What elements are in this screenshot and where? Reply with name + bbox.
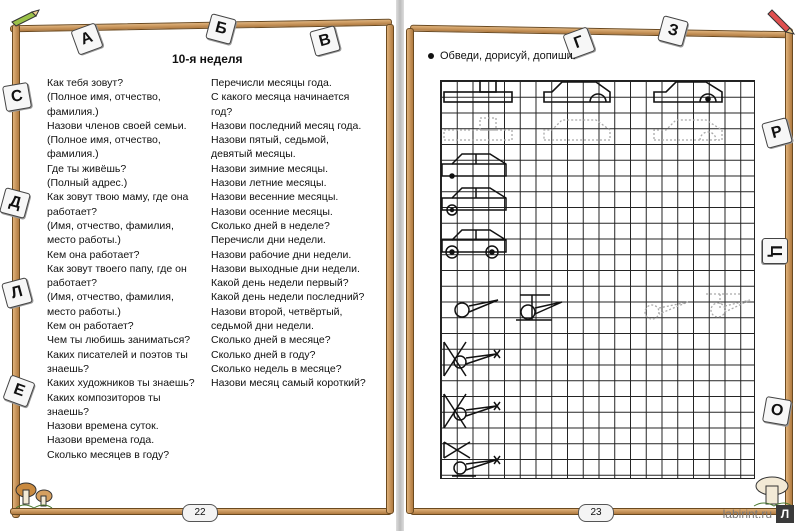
letter-block: В [309,25,341,57]
letter-block: Е [2,374,35,407]
page-number-left: 22 [182,504,218,522]
question: Каких писателей и поэтов ты знаешь? [47,348,188,375]
question: Чем ты любишь заниматься? [47,334,191,347]
question: Назови летние месяцы. [211,177,327,190]
helicopter-step-1 [455,300,498,317]
helicopter-trace [645,294,750,319]
question: Назови рабочие дни недели. [211,248,352,261]
question: Назови пятый, седьмой, девятый месяцы. [211,134,329,161]
question: Кем он работает? [47,320,134,333]
question: Назови выходные дни недели. [211,262,360,275]
question: Кем она работает? [47,248,140,261]
question: Назови членов своей семьи. (Полное имя, отчество, фамилия.) [47,119,187,161]
question: Какой день недели последний? [211,291,365,304]
question: Назови последний месяц года. [211,119,362,132]
helicopter-step-2 [516,295,562,320]
task-instruction: Обведи, дорисуй, допиши. [428,50,576,62]
question: Сколько дней в месяце? [211,334,331,347]
question: С какого месяца начинается год? [211,91,350,118]
question: Как зовут твоего папу, где он работает? [47,262,187,290]
question: Какой день недели первый? [211,277,349,290]
car-full-3 [442,230,506,258]
question: Как зовут твою маму, где она работает? [47,191,189,218]
car-trace-row [444,118,722,140]
letter-block: Д [0,187,31,219]
question: Каких композиторов ты знаешь? [47,391,161,418]
page-title: 10-я неделя [172,52,243,66]
letter-block: Б [205,13,237,45]
page-number-right: 23 [578,504,614,522]
car-full-1 [442,154,506,178]
letter-block: Р [761,117,793,149]
question: Назови весенние месяцы. [211,191,339,204]
questions-column-2 [211,76,371,391]
question: Каких художников ты знаешь? [47,377,195,390]
question: Назови времена года. [47,434,155,447]
publisher-logo: Л [776,505,794,523]
car-step-3 [654,82,722,102]
watermark: labirint.ru [722,507,772,521]
question: Назови осенние месяцы. [211,205,333,218]
bullet-icon [428,53,434,59]
letter-block: З [657,15,689,47]
question: Назови времена суток. [47,420,159,433]
question: Сколько дней в году? [211,348,316,361]
letter-block: О [762,396,792,426]
frame-inner-left [386,24,394,514]
book-spine [396,0,404,531]
question: Назови зимние месяцы. [211,162,328,175]
questions-column-1 [47,76,197,462]
question: Сколько недель в месяце? [211,362,342,375]
car-full-2 [442,188,506,215]
question: Назови второй, четвёртый, седьмой дни недели. [211,305,343,333]
question: Сколько месяцев в году? [47,448,170,461]
car-step-1 [444,80,512,102]
letter-block: А [70,22,103,55]
question: Назови месяц самый короткий? [211,377,366,390]
question: Перечисли дни недели. [211,234,326,247]
letter-block: Ц [762,238,788,264]
letter-block: Л [1,277,33,309]
question: (Имя, отчество, фамилия, место работы.) [47,219,174,247]
question: Где ты живёшь? [47,162,127,175]
pencil-icon [766,6,796,36]
helicopter-full-1 [444,342,500,376]
letter-block: Г [562,26,595,59]
question: (Полный адрес.) [47,177,128,190]
question: (Имя, отчество, фамилия, место работы.) [47,291,174,318]
helicopter-full-3 [444,442,500,476]
frame-inner-right [406,28,414,514]
car-step-2 [544,82,610,102]
frame-right [785,28,793,518]
question: Сколько дней в неделе? [211,219,330,232]
mushroom-icon [14,476,54,512]
question: Перечисли месяцы года. [211,77,332,89]
helicopter-full-2 [444,394,500,428]
letter-block: С [2,82,32,112]
pencil-icon [10,8,40,28]
drawing-exercises [440,80,755,479]
question: (Полное имя, отчество, фамилия.) [47,91,161,118]
question: Как тебя зовут? [47,77,124,89]
